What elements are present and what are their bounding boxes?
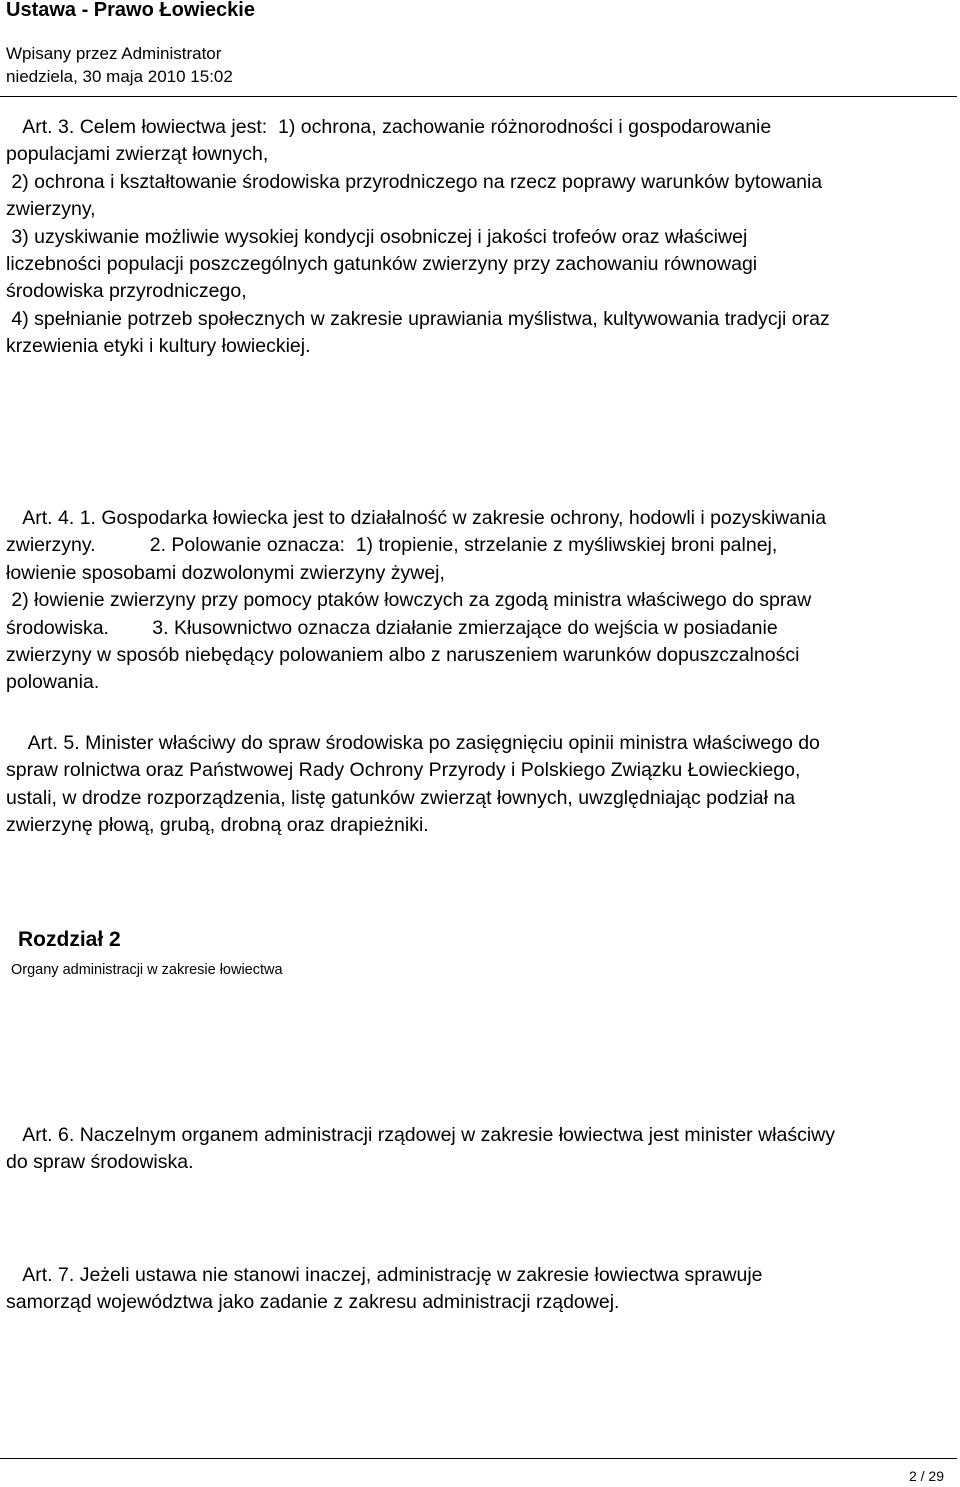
chapter-subtitle: Organy administracji w zakresie łowiectwa — [11, 962, 283, 978]
article-6: Art. 6. Naczelnym organem administracji rządowej w zakresie łowiectwa jest minister właściwy do spraw środowiska. — [6, 1124, 836, 1174]
article-4: Art. 4. 1. Gospodarka łowiecka jest to działalność w zakresie ochrony, hodowli i pozyskiwania zwierzyny. 2. Polowanie oznacza: 1) tropienie, strzelanie z myśliwskiej broni palnej, łowienie sposobami dozwolonymi zwierzyny żywej, 2) łowienie zwierzyny przy pomocy ptaków łowczych za zgodą ministra właściwego do spraw środowiska. 3. Kłusownictwo oznacza działanie zmierzające do wejścia w posiadanie zwierzyny w sposób niebędący polowaniem albo z naruszeniem warunków dopuszczalności polowania. — [6, 507, 827, 694]
author-line: Wpisany przez Administrator — [6, 44, 222, 63]
article-5: Art. 5. Minister właściwy do spraw środowiska po zasięgnięciu opinii ministra właściwego do spraw rolnictwa oraz Państwowej Rady Ochrony Przyrody i Polskiego Związku Łowieckiego, ustali, w drodze rozporządzenia, listę gatunków zwierząt łownych, uwzględniając podział na zwierzynę płową, grubą, drobną oraz drapieżniki. — [6, 732, 820, 837]
article-7: Art. 7. Jeżeli ustawa nie stanowi inaczej, administrację w zakresie łowiectwa sprawuje samorząd województwa jako zadanie z zakresu administracji rządowej. — [6, 1264, 763, 1314]
page-number: 2 / 29 — [908, 1468, 944, 1484]
header-divider — [0, 96, 957, 97]
chapter-heading: Rozdział 2 — [18, 928, 121, 951]
footer-divider — [0, 1458, 957, 1459]
document-title: Ustawa - Prawo Łowieckie — [6, 0, 255, 21]
article-3: Art. 3. Celem łowiectwa jest: 1) ochrona, zachowanie różnorodności i gospodarowanie populacjami zwierząt łownych, 2) ochrona i kształtowanie środowiska przyrodniczego na rzecz poprawy warunków bytowania zwierzyny, 3) uzyskiwanie możliwie wysokiej kondycji osobniczej i jakości trofeów oraz właściwej liczebności populacji poszczególnych gatunków zwierzyny przy zachowaniu równowagi środowiska przyrodniczego, 4) spełnianie potrzeb społecznych w zakresie uprawiania myślistwa, kultywowania tradycji oraz krzewienia etyki i kultury łowieckiej. — [6, 116, 830, 358]
date-line: niedziela, 30 maja 2010 15:02 — [6, 67, 233, 86]
